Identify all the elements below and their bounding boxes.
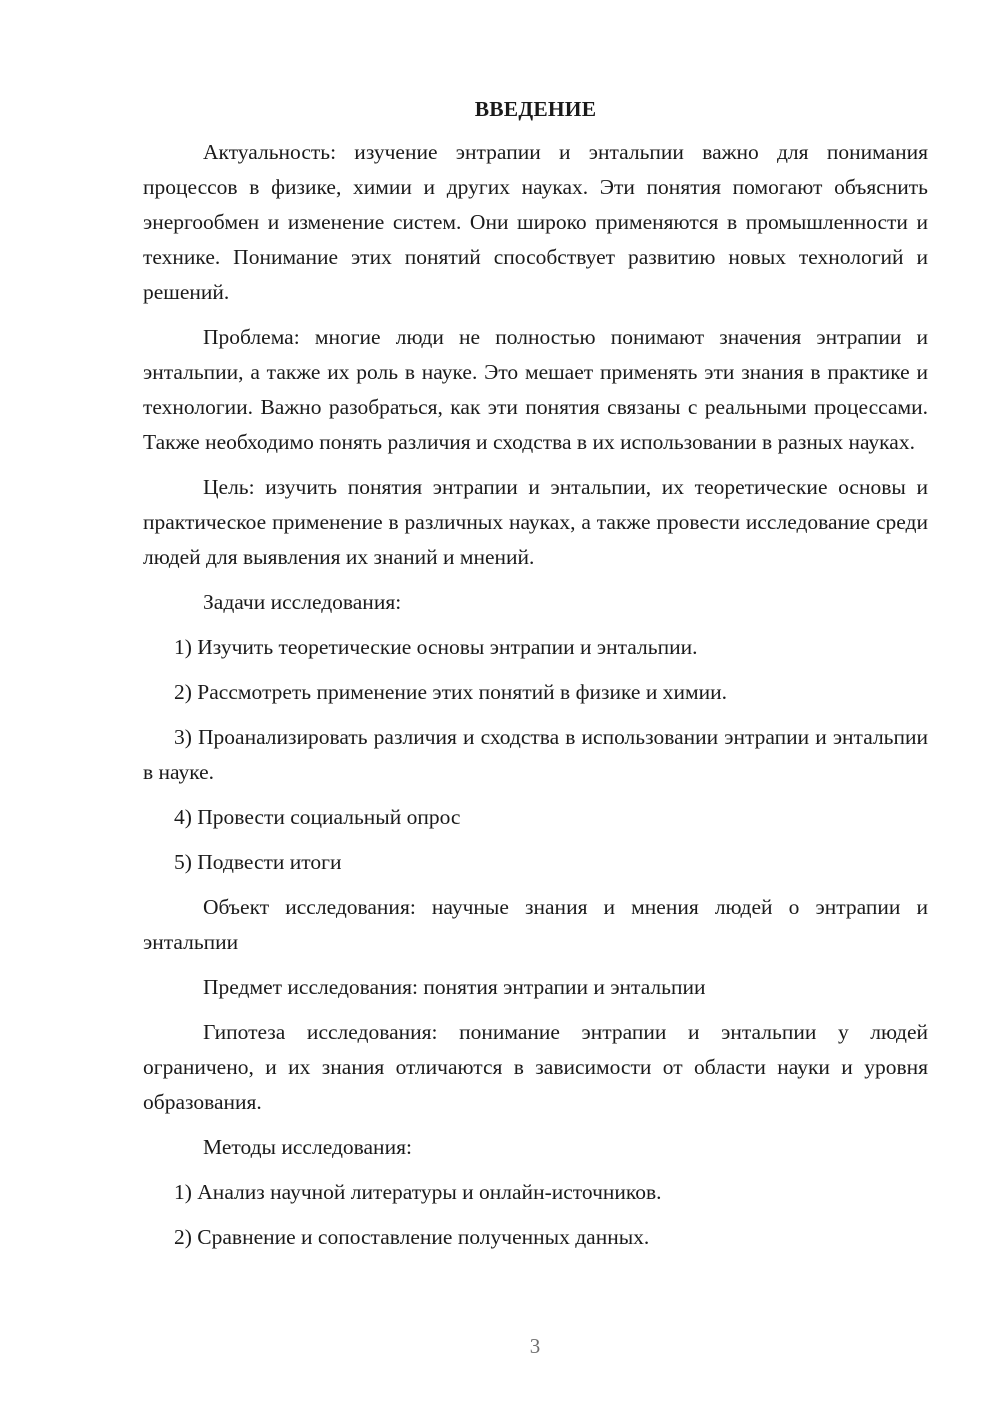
task-item: 2) Рассмотреть применение этих понятий в физике и химии. bbox=[174, 680, 727, 704]
problem-paragraph: Проблема: многие люди не полностью понимают значения энтрапии и энтальпии, а также их роль в науке. Это мешает применять эти знания в практике и технологии. Важно разобраться, как эти понятия связаны с реальными процессами. Также необходимо понять различия и сходства в их использовании в разных науках. bbox=[143, 325, 928, 454]
task-item: 3) Проанализировать различия и сходства в использовании энтрапии и энтальпии в науке. bbox=[143, 725, 928, 784]
method-item: 1) Анализ научной литературы и онлайн-источников. bbox=[174, 1180, 662, 1204]
page-number: 3 bbox=[529, 1334, 541, 1358]
task-item: 1) Изучить теоретические основы энтрапии и энтальпии. bbox=[174, 635, 698, 659]
tasks-heading: Задачи исследования: bbox=[203, 590, 402, 614]
task-item: 4) Провести социальный опрос bbox=[174, 805, 461, 829]
task-item: 5) Подвести итоги bbox=[174, 850, 342, 874]
document-page bbox=[143, 92, 928, 1265]
methods-heading: Методы исследования: bbox=[203, 1135, 412, 1159]
goal-paragraph: Цель: изучить понятия энтрапии и энтальпии, их теоретические основы и практическое применение в различных науках, а также провести исследование среди людей для выявления их знаний и мнений. bbox=[143, 475, 928, 569]
page-title: ВВЕДЕНИЕ bbox=[474, 97, 597, 121]
hypothesis-paragraph: Гипотеза исследования: понимание энтрапии и энтальпии у людей ограничено, и их знания отличаются в зависимости от области науки и уровня образования. bbox=[143, 1020, 928, 1114]
subject-paragraph: Предмет исследования: понятия энтрапии и энтальпии bbox=[203, 975, 706, 999]
method-item: 2) Сравнение и сопоставление полученных данных. bbox=[174, 1225, 650, 1249]
actuality-paragraph: Актуальность: изучение энтрапии и энтальпии важно для понимания процессов в физике, химии и других науках. Эти понятия помогают объяснить энергообмен и изменение систем. Они широко применяются в промышленности и технике. Понимание этих понятий способствует развитию новых технологий и решений. bbox=[143, 140, 928, 304]
object-paragraph: Объект исследования: научные знания и мнения людей о энтрапии и энтальпии bbox=[143, 895, 928, 954]
